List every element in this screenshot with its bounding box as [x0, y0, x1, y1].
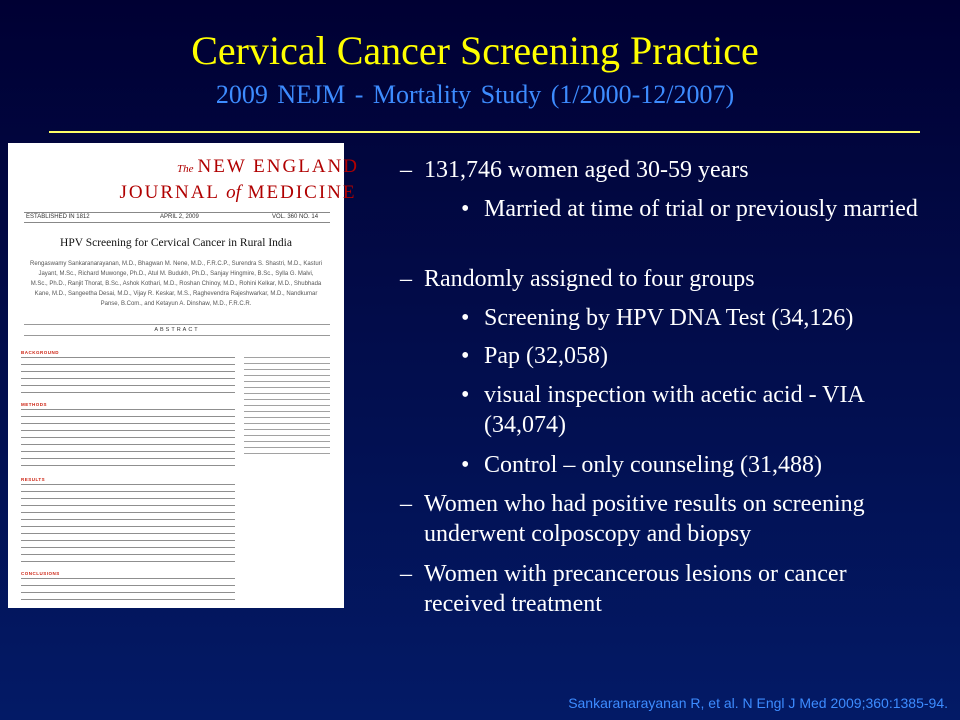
- journal-article-title: HPV Screening for Cervical Cancer in Rural India: [60, 237, 292, 249]
- slide-title: Cervical Cancer Screening Practice: [191, 28, 759, 73]
- bullet-item: [461, 303, 921, 333]
- dash-marker: –: [400, 491, 412, 517]
- journal-abstract-header: ABSTRACT: [24, 324, 330, 336]
- bullet-item: [400, 489, 920, 549]
- bullet-text: Control – only counseling (31,488): [484, 452, 822, 478]
- bullet-marker: •: [461, 196, 470, 222]
- journal-section-conclusions: CONCLUSIONS: [21, 571, 60, 576]
- bullet-item: [400, 264, 920, 294]
- bullet-marker: •: [461, 382, 470, 408]
- journal-name-line1: NEW ENGLAND: [197, 156, 359, 177]
- journal-volume: VOL. 360 NO. 14: [272, 214, 319, 220]
- journal-the: The: [177, 163, 194, 175]
- bullet-item: [461, 341, 921, 371]
- bullet-text: Randomly assigned to four groups: [424, 266, 755, 292]
- citation: Sankaranarayanan R, et al. N Engl J Med 2009;360:1385-94.: [568, 695, 948, 711]
- bullet-text: Screening by HPV DNA Test (34,126): [484, 305, 854, 331]
- slide-subtitle: 2009 NEJM - Mortality Study (1/2000-12/2007): [215, 80, 735, 109]
- bullet-marker: •: [461, 343, 470, 369]
- bullet-item: [461, 194, 921, 224]
- bullet-item: [400, 559, 920, 619]
- journal-section-results: RESULTS: [21, 477, 46, 482]
- bullet-text: visual inspection with acetic acid - VIA (34,074): [484, 382, 864, 438]
- bullet-marker: •: [461, 452, 470, 478]
- bullet-item: [400, 155, 920, 185]
- dash-marker: –: [400, 266, 412, 292]
- dash-marker: –: [400, 561, 412, 587]
- journal-section-methods: METHODS: [21, 402, 47, 407]
- bullet-text: Pap (32,058): [484, 343, 608, 369]
- bullet-text: 131,746 women aged 30-59 years: [424, 157, 749, 183]
- journal-date: APRIL 2, 2009: [160, 214, 199, 220]
- journal-section-background: BACKGROUND: [21, 350, 59, 355]
- journal-name-medicine: MEDICINE: [247, 182, 357, 203]
- journal-authors: Rengaswamy Sankaranarayanan, M.D., Bhagwan M. Nene, M.D., F.R.C.P., Surendra S. Shastri, M.D., Kasturi Jayant, M.Sc., Richard Muwonge, Ph.D., Atul M. Budukh, Ph.D., Sanjay Hingmire, B.Sc., Sylla G. Malvi, M.Sc., Ph.D., Ranjit Thorat, B.Sc., Ashok Kothari, M.D., Roshan Chinoy, M.D., Rohini Kelkar, M.D., Shubhada Kane, M.D., Sangeetha Desai, M.D., Vijay R. Keskar, M.S., Raghevendra Rajeshwarkar, M.D., Nandkumar Panse, B.Com., and Ketayun A. Dinshaw, M.D., F.R.C.R.: [30, 261, 323, 307]
- journal-name-journal: JOURNAL: [119, 182, 220, 203]
- journal-established: ESTABLISHED IN 1812: [26, 214, 90, 220]
- bullet-marker: •: [461, 305, 470, 331]
- bullet-item: [461, 380, 921, 440]
- bullet-text: Married at time of trial or previously married: [484, 196, 918, 222]
- dash-marker: –: [400, 157, 412, 183]
- bullet-text: Women who had positive results on screening underwent colposcopy and biopsy: [424, 491, 865, 547]
- bullet-text: Women with precancerous lesions or cancer received treatment: [424, 561, 847, 617]
- journal-name-of: of: [226, 182, 241, 203]
- bullet-item: [461, 450, 921, 480]
